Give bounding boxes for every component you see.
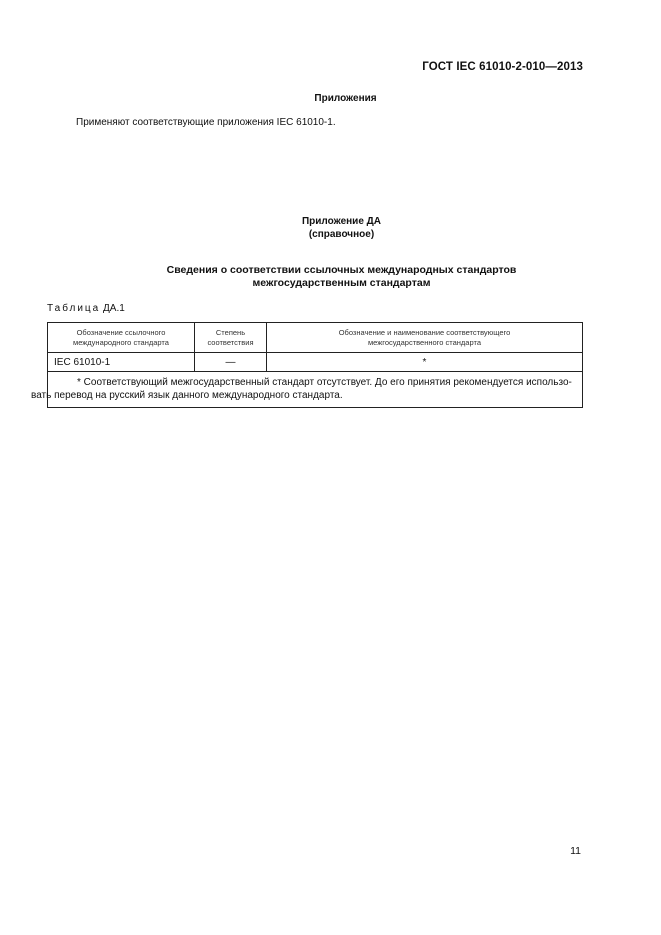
correspondence-table — [31, 322, 583, 408]
header-col3-line1: Обозначение и наименование соответствующего — [338, 327, 511, 337]
header-col3-line2: межгосударственного стандарта — [368, 337, 481, 347]
header-col2-line2: соответствия — [207, 337, 254, 347]
annex-da-subtitle: (справочное) — [308, 229, 375, 240]
table-row — [48, 353, 583, 372]
annex-da-heading-line2: межгосударственным стандартам — [252, 277, 431, 289]
header-reference-standard — [48, 323, 195, 353]
footnote-line2: вать перевод на русский язык данного международного стандарта. — [31, 390, 343, 401]
table-label-number: ДА.1 — [103, 303, 125, 314]
table-footnote-row — [48, 372, 583, 408]
table-label-prefix: Таблица — [47, 303, 101, 314]
annex-da-heading — [11, 264, 661, 290]
header-col1-line1: Обозначение ссылочного — [76, 327, 166, 337]
table-footnote — [31, 372, 583, 408]
footnote-line1: * Соответствующий межгосударственный стандарт отсутствует. До его принятия рекомендуется использо- — [77, 377, 572, 388]
header-col1-line2: международного стандарта — [73, 337, 169, 347]
document-code: ГОСТ IEC 61010-2-010—2013 — [422, 61, 583, 73]
annex-da-title: Приложение ДА — [301, 216, 382, 227]
annexes-title: Приложения — [314, 93, 377, 104]
table-header-row — [48, 323, 583, 353]
header-col2-line1: Степень — [215, 327, 246, 337]
table-label — [47, 303, 125, 314]
annex-da-heading-line1: Сведения о соответствии ссылочных международных стандартов — [166, 264, 517, 276]
cell-degree: — — [195, 353, 267, 372]
header-interstate-standard — [267, 323, 583, 353]
annexes-text: Применяют соответствующие приложения IEC 61010-1. — [76, 117, 336, 128]
page-number: 11 — [570, 845, 581, 857]
header-degree — [195, 323, 267, 353]
cell-reference-standard: IEC 61010-1 — [48, 353, 195, 372]
cell-interstate-standard: * — [267, 353, 583, 372]
